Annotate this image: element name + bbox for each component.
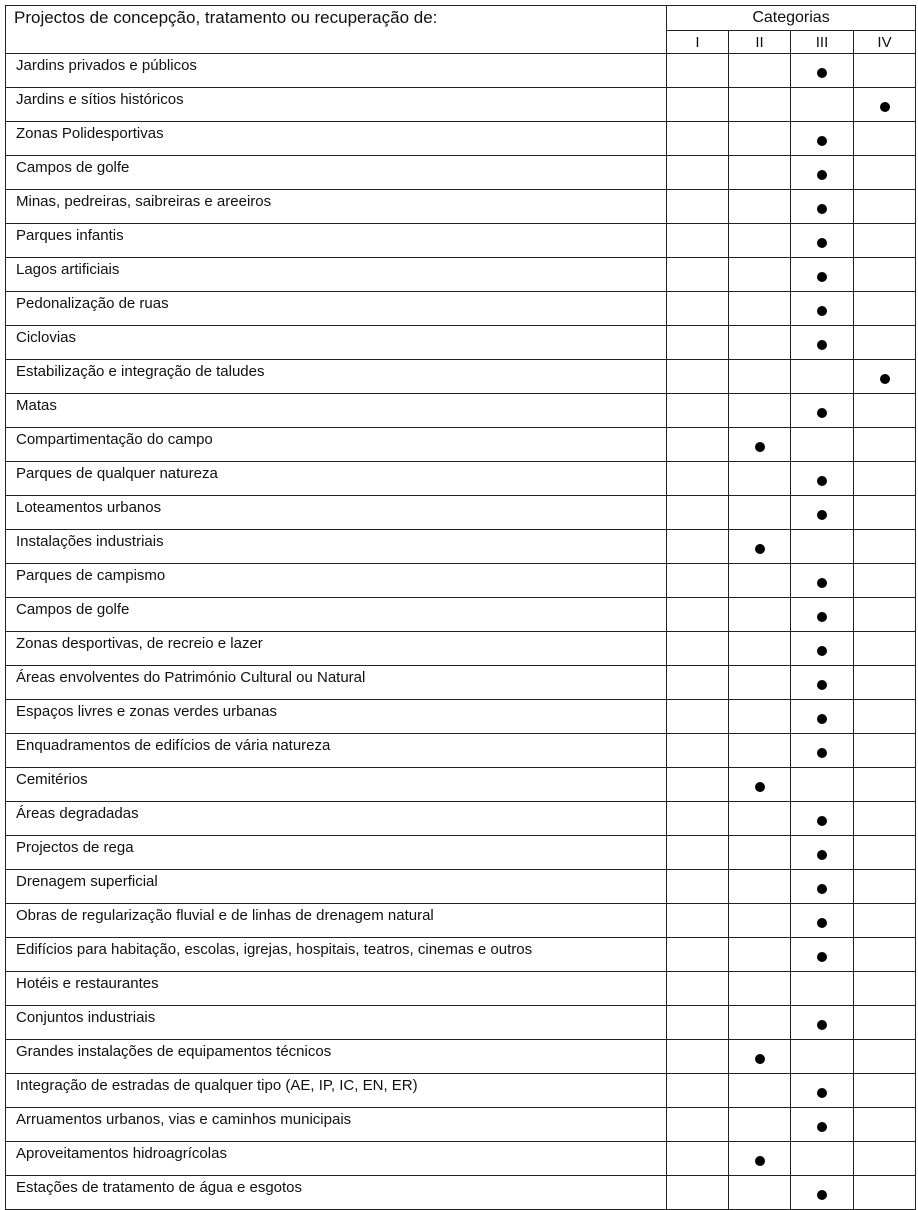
category-cell-iii — [791, 564, 854, 598]
category-cell-i — [667, 1040, 729, 1074]
category-cell-iii — [791, 292, 854, 326]
category-cell-ii — [729, 326, 791, 360]
table-body — [6, 54, 916, 1210]
category-header-iii: III — [791, 31, 854, 54]
category-cell-iii — [791, 224, 854, 258]
category-cell-ii — [729, 394, 791, 428]
row-label: Ciclovias — [6, 326, 667, 360]
category-cell-iii — [791, 530, 854, 564]
category-cell-ii — [729, 700, 791, 734]
category-cell-ii — [729, 360, 791, 394]
row-label: Projectos de rega — [6, 836, 667, 870]
bullet-icon — [817, 306, 827, 316]
category-cell-iii — [791, 972, 854, 1006]
category-cell-iii — [791, 700, 854, 734]
category-cell-ii — [729, 530, 791, 564]
row-label: Instalações industriais — [6, 530, 667, 564]
categories-header: Categorias — [667, 6, 916, 31]
row-label: Loteamentos urbanos — [6, 496, 667, 530]
bullet-icon — [817, 714, 827, 724]
category-cell-i — [667, 1006, 729, 1040]
category-cell-i — [667, 88, 729, 122]
category-cell-ii — [729, 632, 791, 666]
category-cell-ii — [729, 88, 791, 122]
category-cell-i — [667, 1142, 729, 1176]
row-label: Drenagem superficial — [6, 870, 667, 904]
category-cell-i — [667, 904, 729, 938]
category-cell-iv — [854, 870, 916, 904]
category-cell-i — [667, 224, 729, 258]
table-row — [6, 768, 916, 802]
category-cell-ii — [729, 870, 791, 904]
category-cell-i — [667, 972, 729, 1006]
bullet-icon — [755, 782, 765, 792]
bullet-icon — [817, 510, 827, 520]
category-cell-iv — [854, 428, 916, 462]
category-cell-iv — [854, 326, 916, 360]
category-cell-ii — [729, 836, 791, 870]
category-cell-i — [667, 54, 729, 88]
category-cell-iii — [791, 394, 854, 428]
row-label: Parques infantis — [6, 224, 667, 258]
bullet-icon — [817, 68, 827, 78]
table-row — [6, 462, 916, 496]
table-row — [6, 428, 916, 462]
row-label: Campos de golfe — [6, 156, 667, 190]
category-cell-iii — [791, 938, 854, 972]
category-cell-ii — [729, 122, 791, 156]
bullet-icon — [817, 884, 827, 894]
row-label: Matas — [6, 394, 667, 428]
row-label: Jardins privados e públicos — [6, 54, 667, 88]
category-cell-i — [667, 938, 729, 972]
table-row — [6, 156, 916, 190]
bullet-icon — [817, 340, 827, 350]
category-cell-ii — [729, 598, 791, 632]
bullet-icon — [817, 238, 827, 248]
category-cell-ii — [729, 1176, 791, 1210]
table-row — [6, 122, 916, 156]
category-cell-iii — [791, 870, 854, 904]
row-label: Espaços livres e zonas verdes urbanas — [6, 700, 667, 734]
category-cell-iv — [854, 530, 916, 564]
table-row — [6, 972, 916, 1006]
row-label: Pedonalização de ruas — [6, 292, 667, 326]
bullet-icon — [817, 850, 827, 860]
category-cell-iv — [854, 292, 916, 326]
bullet-icon — [817, 170, 827, 180]
category-cell-iv — [854, 54, 916, 88]
category-cell-iii — [791, 54, 854, 88]
bullet-icon — [817, 204, 827, 214]
category-cell-i — [667, 836, 729, 870]
category-cell-i — [667, 530, 729, 564]
row-label: Obras de regularização fluvial e de linhas de drenagem natural — [6, 904, 667, 938]
bullet-icon — [817, 680, 827, 690]
category-cell-i — [667, 156, 729, 190]
category-cell-iv — [854, 1176, 916, 1210]
bullet-icon — [755, 442, 765, 452]
category-cell-i — [667, 462, 729, 496]
category-cell-i — [667, 870, 729, 904]
bullet-icon — [755, 544, 765, 554]
category-cell-iii — [791, 598, 854, 632]
bullet-icon — [880, 374, 890, 384]
category-cell-i — [667, 1176, 729, 1210]
category-cell-ii — [729, 156, 791, 190]
row-label: Integração de estradas de qualquer tipo (AE, IP, IC, EN, ER) — [6, 1074, 667, 1108]
bullet-icon — [817, 272, 827, 282]
category-cell-i — [667, 1108, 729, 1142]
category-cell-iii — [791, 632, 854, 666]
table-row — [6, 496, 916, 530]
category-cell-ii — [729, 190, 791, 224]
category-cell-iv — [854, 156, 916, 190]
category-cell-i — [667, 700, 729, 734]
bullet-icon — [817, 578, 827, 588]
table-row — [6, 1142, 916, 1176]
bullet-icon — [817, 1020, 827, 1030]
row-label: Arruamentos urbanos, vias e caminhos municipais — [6, 1108, 667, 1142]
row-label: Áreas degradadas — [6, 802, 667, 836]
table-row — [6, 564, 916, 598]
table-row — [6, 190, 916, 224]
row-label: Enquadramentos de edifícios de vária natureza — [6, 734, 667, 768]
category-cell-iv — [854, 1074, 916, 1108]
table-row — [6, 88, 916, 122]
category-cell-i — [667, 496, 729, 530]
category-cell-iv — [854, 802, 916, 836]
category-cell-iii — [791, 496, 854, 530]
category-cell-iii — [791, 836, 854, 870]
category-cell-iv — [854, 904, 916, 938]
bullet-icon — [817, 816, 827, 826]
category-cell-ii — [729, 1142, 791, 1176]
category-cell-iii — [791, 1176, 854, 1210]
category-cell-iii — [791, 122, 854, 156]
category-cell-iv — [854, 258, 916, 292]
table-row — [6, 1040, 916, 1074]
category-cell-iv — [854, 1006, 916, 1040]
category-cell-iv — [854, 462, 916, 496]
category-cell-ii — [729, 224, 791, 258]
category-cell-iv — [854, 768, 916, 802]
category-cell-ii — [729, 1074, 791, 1108]
category-cell-iii — [791, 156, 854, 190]
category-cell-i — [667, 564, 729, 598]
category-cell-iii — [791, 768, 854, 802]
bullet-icon — [817, 476, 827, 486]
table-row — [6, 836, 916, 870]
category-cell-iv — [854, 1040, 916, 1074]
row-label: Áreas envolventes do Património Cultural ou Natural — [6, 666, 667, 700]
category-cell-iv — [854, 734, 916, 768]
category-cell-ii — [729, 1108, 791, 1142]
category-cell-ii — [729, 462, 791, 496]
table-row — [6, 700, 916, 734]
category-cell-ii — [729, 496, 791, 530]
category-cell-iv — [854, 190, 916, 224]
category-cell-iv — [854, 1142, 916, 1176]
table-row — [6, 394, 916, 428]
category-cell-i — [667, 802, 729, 836]
category-cell-ii — [729, 904, 791, 938]
row-label: Estabilização e integração de taludes — [6, 360, 667, 394]
category-cell-iii — [791, 190, 854, 224]
categories-table — [5, 5, 916, 1210]
category-cell-ii — [729, 1006, 791, 1040]
category-cell-iv — [854, 360, 916, 394]
category-cell-iii — [791, 904, 854, 938]
row-label: Zonas desportivas, de recreio e lazer — [6, 632, 667, 666]
table-row — [6, 802, 916, 836]
category-cell-i — [667, 360, 729, 394]
row-label: Compartimentação do campo — [6, 428, 667, 462]
table-row — [6, 666, 916, 700]
bullet-icon — [755, 1156, 765, 1166]
category-cell-i — [667, 734, 729, 768]
category-cell-iv — [854, 88, 916, 122]
category-cell-iii — [791, 258, 854, 292]
bullet-icon — [817, 748, 827, 758]
category-cell-iv — [854, 938, 916, 972]
table-row — [6, 870, 916, 904]
category-cell-ii — [729, 666, 791, 700]
category-cell-i — [667, 190, 729, 224]
category-cell-iv — [854, 632, 916, 666]
category-cell-ii — [729, 938, 791, 972]
category-cell-iii — [791, 360, 854, 394]
category-cell-i — [667, 598, 729, 632]
table-row — [6, 1176, 916, 1210]
bullet-icon — [817, 612, 827, 622]
bullet-icon — [817, 918, 827, 928]
category-cell-iii — [791, 666, 854, 700]
category-cell-ii — [729, 54, 791, 88]
category-cell-iv — [854, 496, 916, 530]
category-cell-i — [667, 258, 729, 292]
row-label: Jardins e sítios históricos — [6, 88, 667, 122]
category-cell-i — [667, 768, 729, 802]
category-header-iv: IV — [854, 31, 916, 54]
category-cell-iv — [854, 224, 916, 258]
bullet-icon — [755, 1054, 765, 1064]
table-row — [6, 632, 916, 666]
row-label: Hotéis e restaurantes — [6, 972, 667, 1006]
table-row — [6, 598, 916, 632]
bullet-icon — [817, 646, 827, 656]
row-label: Cemitérios — [6, 768, 667, 802]
category-cell-iii — [791, 88, 854, 122]
category-cell-ii — [729, 292, 791, 326]
table-row — [6, 292, 916, 326]
category-cell-ii — [729, 428, 791, 462]
category-cell-iii — [791, 1074, 854, 1108]
category-cell-ii — [729, 258, 791, 292]
category-cell-ii — [729, 734, 791, 768]
table-row — [6, 1006, 916, 1040]
category-cell-iii — [791, 428, 854, 462]
category-cell-ii — [729, 802, 791, 836]
category-cell-iii — [791, 462, 854, 496]
category-cell-iv — [854, 1108, 916, 1142]
table-row — [6, 1074, 916, 1108]
row-label: Aproveitamentos hidroagrícolas — [6, 1142, 667, 1176]
category-cell-ii — [729, 768, 791, 802]
category-cell-i — [667, 632, 729, 666]
table-row — [6, 938, 916, 972]
category-cell-iii — [791, 326, 854, 360]
table-row — [6, 734, 916, 768]
row-label: Conjuntos industriais — [6, 1006, 667, 1040]
category-cell-i — [667, 394, 729, 428]
bullet-icon — [880, 102, 890, 112]
category-cell-iv — [854, 122, 916, 156]
category-cell-i — [667, 326, 729, 360]
category-cell-iii — [791, 1040, 854, 1074]
row-label: Edifícios para habitação, escolas, igrejas, hospitais, teatros, cinemas e outros — [6, 938, 667, 972]
category-cell-iv — [854, 564, 916, 598]
category-cell-iv — [854, 700, 916, 734]
category-cell-ii — [729, 564, 791, 598]
table-row — [6, 904, 916, 938]
row-label: Lagos artificiais — [6, 258, 667, 292]
table-row — [6, 326, 916, 360]
category-cell-iii — [791, 1006, 854, 1040]
bullet-icon — [817, 408, 827, 418]
row-label: Estações de tratamento de água e esgotos — [6, 1176, 667, 1210]
bullet-icon — [817, 1190, 827, 1200]
category-cell-ii — [729, 1040, 791, 1074]
category-cell-iii — [791, 1108, 854, 1142]
bullet-icon — [817, 1122, 827, 1132]
table-row — [6, 258, 916, 292]
table-row — [6, 1108, 916, 1142]
bullet-icon — [817, 1088, 827, 1098]
category-cell-iii — [791, 734, 854, 768]
category-cell-iv — [854, 666, 916, 700]
category-cell-i — [667, 292, 729, 326]
row-label: Zonas Polidesportivas — [6, 122, 667, 156]
bullet-icon — [817, 952, 827, 962]
category-cell-iii — [791, 802, 854, 836]
category-cell-iii — [791, 1142, 854, 1176]
table-row — [6, 54, 916, 88]
category-cell-ii — [729, 972, 791, 1006]
category-header-i: I — [667, 31, 729, 54]
row-label: Parques de campismo — [6, 564, 667, 598]
row-label: Minas, pedreiras, saibreiras e areeiros — [6, 190, 667, 224]
category-cell-iv — [854, 598, 916, 632]
row-label: Grandes instalações de equipamentos técnicos — [6, 1040, 667, 1074]
category-cell-i — [667, 666, 729, 700]
row-label: Campos de golfe — [6, 598, 667, 632]
table-row — [6, 360, 916, 394]
category-cell-i — [667, 1074, 729, 1108]
category-cell-iv — [854, 972, 916, 1006]
table-row — [6, 530, 916, 564]
bullet-icon — [817, 136, 827, 146]
category-cell-iv — [854, 836, 916, 870]
category-cell-i — [667, 428, 729, 462]
row-label: Parques de qualquer natureza — [6, 462, 667, 496]
table-row — [6, 224, 916, 258]
category-cell-iv — [854, 394, 916, 428]
table-title: Projectos de concepção, tratamento ou recuperação de: — [6, 6, 667, 54]
category-cell-i — [667, 122, 729, 156]
category-header-ii: II — [729, 31, 791, 54]
